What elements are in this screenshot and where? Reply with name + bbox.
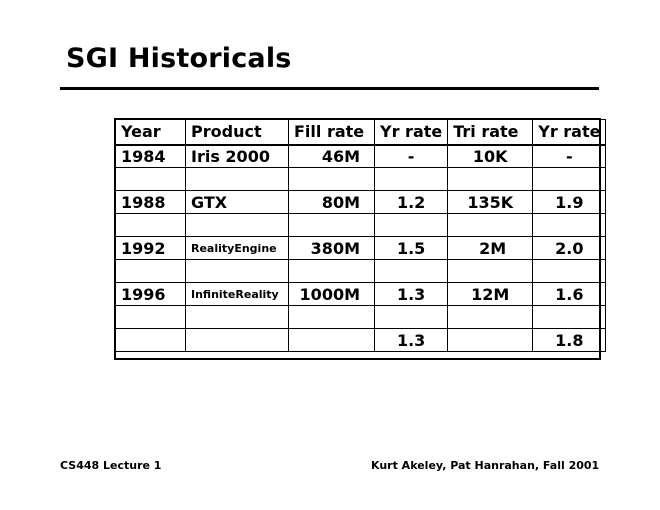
cell-tri-yr-rate-average: 1.8	[533, 329, 606, 352]
cell-tri-yr-rate: -	[533, 145, 606, 168]
header-fill-rate: Fill rate	[289, 120, 375, 145]
cell-tri-yr-rate: 2.0	[533, 237, 606, 260]
cell-year	[116, 260, 186, 283]
cell-fill-rate	[289, 260, 375, 283]
header-fill-yr-rate: Yr rate	[375, 120, 448, 145]
cell-fill-yr-rate	[375, 260, 448, 283]
cell-tri-rate	[448, 168, 533, 191]
footer-authors: Kurt Akeley, Pat Hanrahan, Fall 2001	[371, 459, 600, 472]
cell-tri-yr-rate: 1.6	[533, 283, 606, 306]
table-row	[116, 168, 606, 191]
header-tri-yr-rate: Yr rate	[533, 120, 606, 145]
cell-product: Iris 2000	[186, 145, 289, 168]
cell-tri-rate: 2M	[448, 237, 533, 260]
historicals-table	[115, 119, 606, 352]
cell-tri-rate	[448, 329, 533, 352]
cell-tri-rate	[448, 260, 533, 283]
cell-fill-rate	[289, 214, 375, 237]
cell-tri-rate	[448, 306, 533, 329]
cell-tri-yr-rate	[533, 260, 606, 283]
cell-product	[186, 306, 289, 329]
cell-tri-yr-rate	[533, 214, 606, 237]
cell-tri-rate	[448, 214, 533, 237]
cell-fill-rate: 80M	[289, 191, 375, 214]
header-tri-rate: Tri rate	[448, 120, 533, 145]
cell-product: InfiniteReality	[186, 283, 289, 306]
cell-year	[116, 329, 186, 352]
cell-tri-yr-rate	[533, 306, 606, 329]
cell-fill-yr-rate	[375, 306, 448, 329]
cell-product	[186, 214, 289, 237]
cell-fill-rate	[289, 306, 375, 329]
cell-fill-yr-rate: -	[375, 145, 448, 168]
cell-tri-rate: 12M	[448, 283, 533, 306]
title-underline	[60, 87, 599, 90]
table-row	[116, 237, 606, 260]
table-row	[116, 260, 606, 283]
table-row	[116, 283, 606, 306]
header-product: Product	[186, 120, 289, 145]
cell-fill-yr-rate: 1.2	[375, 191, 448, 214]
cell-fill-rate: 46M	[289, 145, 375, 168]
cell-product: GTX	[186, 191, 289, 214]
cell-tri-rate: 135K	[448, 191, 533, 214]
cell-product	[186, 329, 289, 352]
cell-year: 1996	[116, 283, 186, 306]
table-row	[116, 306, 606, 329]
cell-year: 1992	[116, 237, 186, 260]
footer-course: CS448 Lecture 1	[60, 459, 162, 472]
cell-tri-yr-rate: 1.9	[533, 191, 606, 214]
cell-fill-yr-rate: 1.5	[375, 237, 448, 260]
cell-year	[116, 214, 186, 237]
cell-year	[116, 168, 186, 191]
cell-product	[186, 260, 289, 283]
table-row	[116, 191, 606, 214]
table-row	[116, 145, 606, 168]
cell-fill-rate	[289, 329, 375, 352]
cell-product: RealityEngine	[186, 237, 289, 260]
cell-fill-rate: 1000M	[289, 283, 375, 306]
cell-fill-yr-rate-average: 1.3	[375, 329, 448, 352]
table-row	[116, 214, 606, 237]
cell-tri-rate: 10K	[448, 145, 533, 168]
cell-fill-yr-rate	[375, 168, 448, 191]
cell-year: 1984	[116, 145, 186, 168]
cell-fill-yr-rate: 1.3	[375, 283, 448, 306]
cell-year: 1988	[116, 191, 186, 214]
table-summary-row	[116, 329, 606, 352]
slide-title: SGI Historicals	[66, 43, 292, 74]
header-year: Year	[116, 120, 186, 145]
cell-year	[116, 306, 186, 329]
table-header-row	[116, 120, 606, 145]
cell-fill-rate: 380M	[289, 237, 375, 260]
cell-fill-rate	[289, 168, 375, 191]
cell-tri-yr-rate	[533, 168, 606, 191]
cell-fill-yr-rate	[375, 214, 448, 237]
cell-product	[186, 168, 289, 191]
